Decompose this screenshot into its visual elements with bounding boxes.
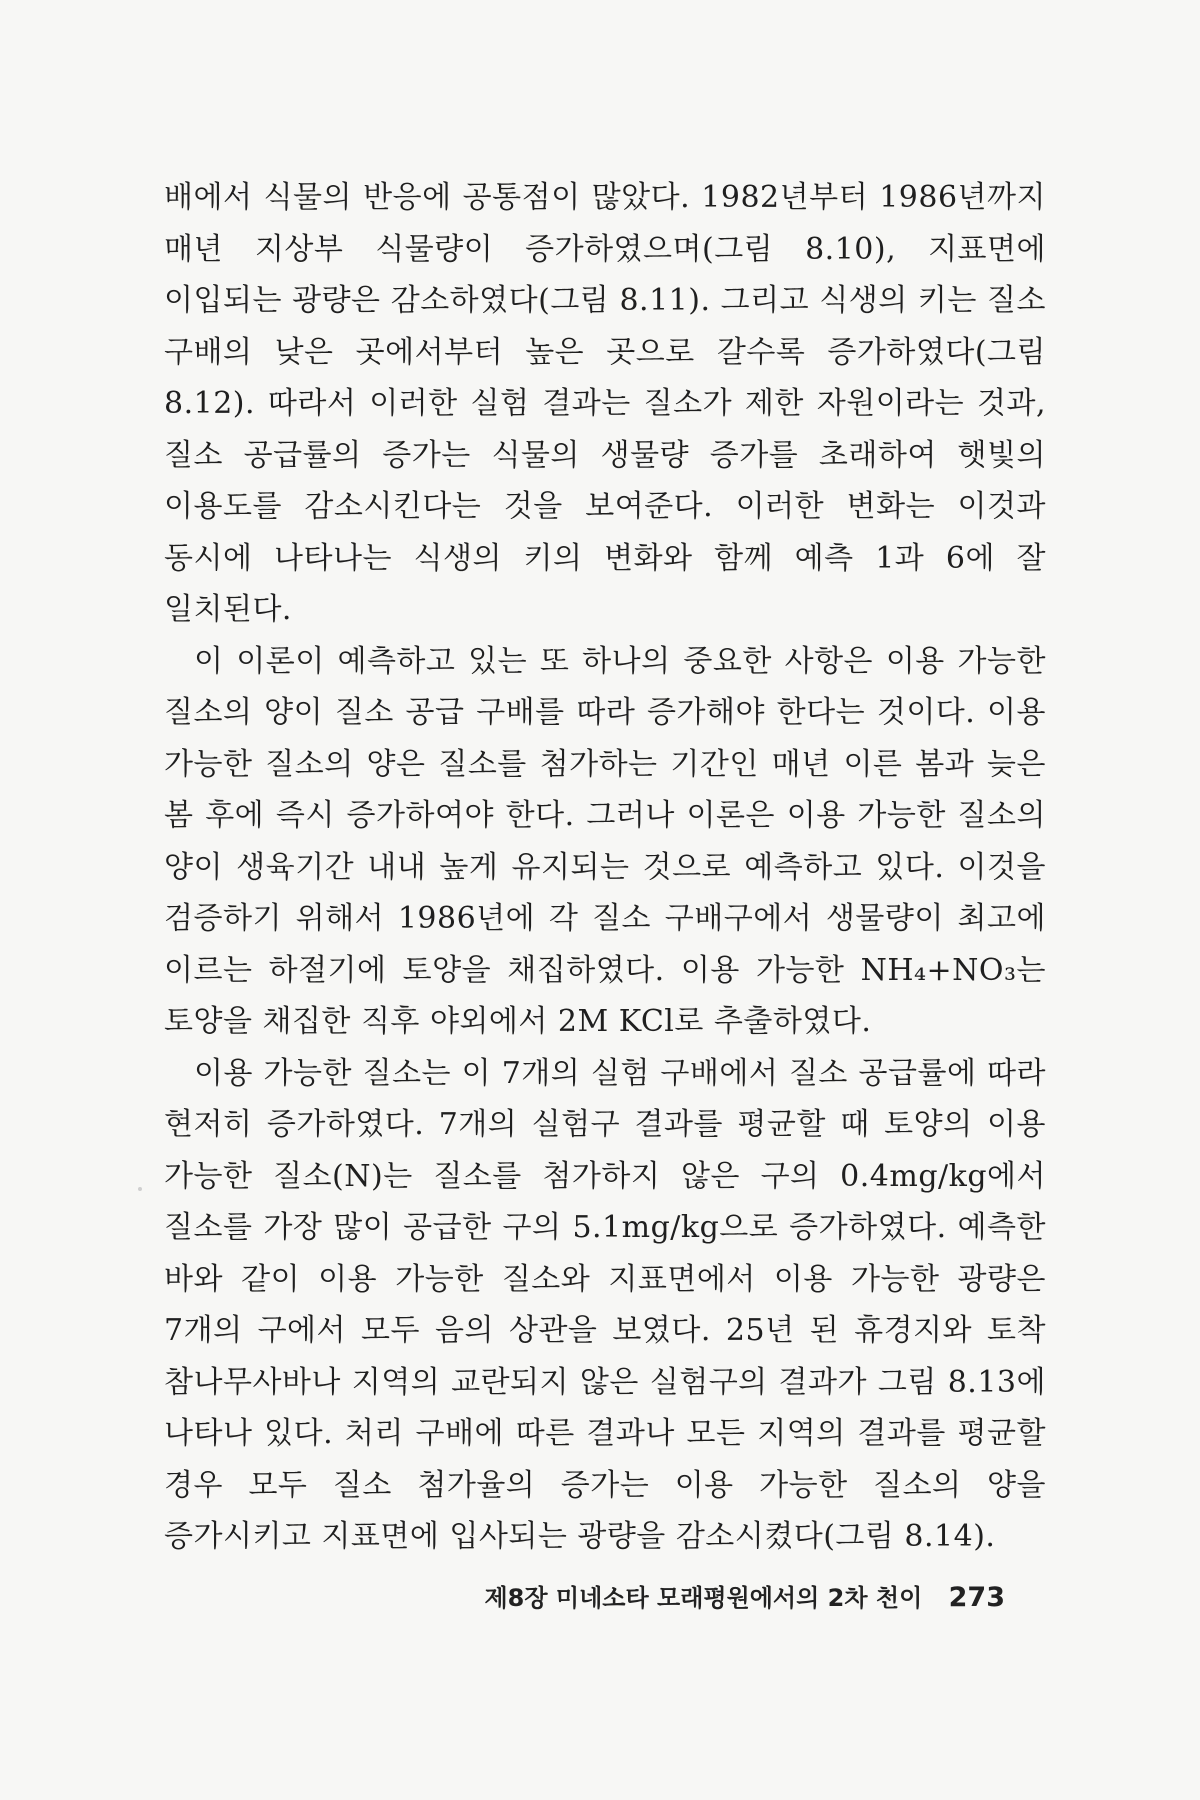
body-text	[164, 172, 1046, 1563]
paragraph-3: 이용 가능한 질소는 이 7개의 실험 구배에서 질소 공급률에 따라 현저히 증가하였다. 7개의 실험구 결과를 평균할 때 토양의 이용 가능한 질소(N)는 질소를 첨가하지 않은 구의 0.4mg/kg에서 질소를 가장 많이 공급한 구의 5.1mg/kg으로 증가하였다. 예측한 바와 같이 이용 가능한 질소와 지표면에서 이용 가능한 광량은 7개의 구에서 모두 음의 상관을 보였다. 25년 된 휴경지와 토착 참나무사바나 지역의 교란되지 않은 실험구의 결과가 그림 8.13에 나타나 있다. 처리 구배에 따른 결과나 모든 지역의 결과를 평균할 경우 모두 질소 첨가율의 증가는 이용 가능한 질소의 양을 증가시키고 지표면에 입사되는 광량을 감소시켰다(그림 8.14).	[164, 1055, 1046, 1554]
page-number: 273	[948, 1582, 1005, 1613]
paragraph-1: 배에서 식물의 반응에 공통점이 많았다. 1982년부터 1986년까지 매년 지상부 식물량이 증가하였으며(그림 8.10), 지표면에 이입되는 광량은 감소하였다(그림 8.11). 그리고 식생의 키는 질소 구배의 낮은 곳에서부터 높은 곳으로 갈수록 증가하였다(그림 8.12). 따라서 이러한 실험 결과는 질소가 제한 자원이라는 것과, 질소 공급률의 증가는 식물의 생물량 증가를 초래하여 햇빛의 이용도를 감소시킨다는 것을 보여준다. 이러한 변화는 이것과 동시에 나타나는 식생의 키의 변화와 함께 예측 1과 6에 잘 일치된다.	[164, 180, 1046, 627]
running-footer-chapter: 제8장 미네소타 모래평원에서의 2차 천이	[484, 1584, 923, 1612]
paragraph-2: 이 이론이 예측하고 있는 또 하나의 중요한 사항은 이용 가능한 질소의 양이 질소 공급 구배를 따라 증가해야 한다는 것이다. 이용 가능한 질소의 양은 질소를 첨가하는 기간인 매년 이른 봄과 늦은 봄 후에 즉시 증가하여야 한다. 그러나 이론은 이용 가능한 질소의 양이 생육기간 내내 높게 유지되는 것으로 예측하고 있다. 이것을 검증하기 위해서 1986년에 각 질소 구배구에서 생물량이 최고에 이르는 하절기에 토양을 채집하였다. 이용 가능한 NH₄+NO₃는 토양을 채집한 직후 야외에서 2M KCl로 추출하였다.	[164, 643, 1046, 1039]
page-footer	[485, 1578, 1006, 1613]
margin-dot	[138, 1187, 142, 1191]
